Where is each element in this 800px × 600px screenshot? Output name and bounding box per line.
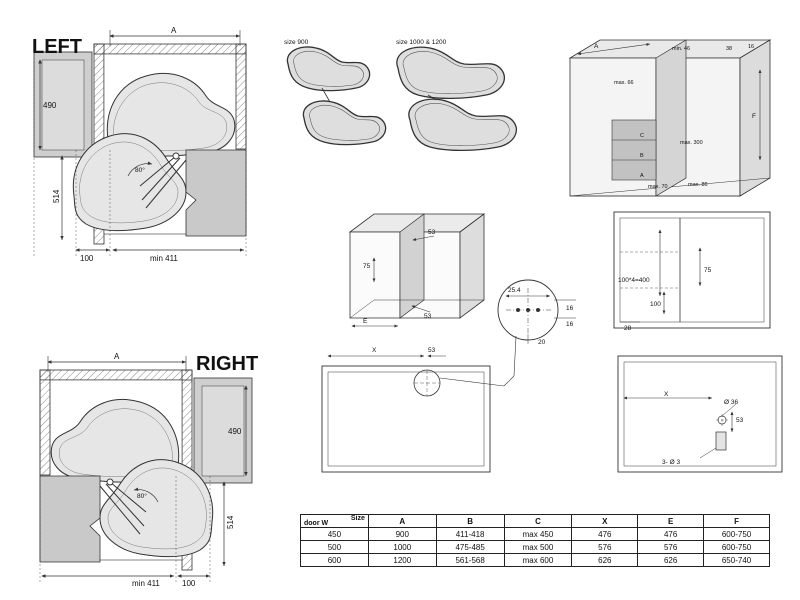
table-cell-F-450: 600-750 (704, 528, 770, 541)
tray-view (284, 39, 516, 150)
table-header-row (301, 515, 770, 528)
table-cell-C-600: max 600 (504, 554, 572, 567)
table-header-C: C (504, 515, 572, 528)
iso-part-A: A (640, 173, 644, 179)
hole-dim-53: 53 (736, 417, 744, 424)
left-angle-label: 80° (135, 167, 145, 174)
right-dim-min411: min 411 (132, 579, 160, 588)
size-table (300, 514, 770, 567)
table-row (301, 554, 770, 567)
table-cell-E-500: 576 (638, 541, 704, 554)
box-dim-53-bottom: 53 (424, 313, 432, 320)
table-cell-door-450: 450 (301, 528, 369, 541)
table-cell-B-500: 475-485 (436, 541, 504, 554)
iso-dim-max66: max. 66 (614, 80, 634, 86)
table-cell-B-450: 411-418 (436, 528, 504, 541)
table-header-A: A (368, 515, 436, 528)
table-cell-C-450: max 450 (504, 528, 572, 541)
iso-dim-38: 38 (726, 46, 733, 52)
left-dim-490: 490 (43, 101, 57, 110)
table-cell-B-600: 561-568 (436, 554, 504, 567)
right-dim-490: 490 (228, 427, 242, 436)
iso-dim-min46: min. 46 (672, 46, 691, 52)
table-cell-X-600: 626 (572, 554, 638, 567)
table-cell-F-500: 600-750 (704, 541, 770, 554)
panel-dim-28: 28 (624, 325, 632, 332)
iso-dim-A: A (594, 43, 599, 50)
right-dim-A: A (114, 352, 120, 361)
box-dim-53-top: 53 (428, 229, 436, 236)
table-header-E: E (638, 515, 704, 528)
panel-dim-100x4: 100*4=400 (618, 277, 650, 284)
table-header-B: B (436, 515, 504, 528)
right-view (40, 352, 252, 588)
table-cell-door-600: 600 (301, 554, 369, 567)
table-cell-X-450: 476 (572, 528, 638, 541)
table-cell-X-500: 576 (572, 541, 638, 554)
table-header-F: F (704, 515, 770, 528)
table-corner-cell (301, 515, 369, 528)
table-corner-size-label: Size (350, 515, 365, 522)
panel-view (614, 212, 770, 332)
iso-dim-F: F (752, 113, 756, 120)
detail-dim-16-top: 16 (566, 305, 574, 312)
table-row (301, 541, 770, 554)
table-cell-E-450: 476 (638, 528, 704, 541)
detail-dim-X: X (372, 347, 377, 354)
right-dim-100: 100 (182, 579, 196, 588)
left-view (34, 26, 246, 263)
hole-dim-d36: Ø 36 (724, 399, 739, 406)
table-corner-door-label: door W (304, 520, 329, 527)
hole-dim-3xd3: 3- Ø 3 (662, 459, 681, 466)
left-dim-min411: min 411 (150, 254, 178, 263)
tray-label-900: size 900 (284, 39, 309, 46)
table-cell-C-500: max 500 (504, 541, 572, 554)
left-dim-100: 100 (80, 254, 94, 263)
table-cell-E-600: 626 (638, 554, 704, 567)
box-dim-75: 75 (363, 263, 371, 270)
table-cell-A-450: 900 (368, 528, 436, 541)
hole-view (618, 356, 782, 472)
detail-dim-16-bottom: 16 (566, 321, 574, 328)
iso-dim-max70: max. 70 (648, 184, 668, 190)
right-dim-514: 514 (226, 515, 235, 529)
iso-dim-max86: max. 86 (688, 182, 708, 188)
table-cell-door-500: 500 (301, 541, 369, 554)
table-row (301, 528, 770, 541)
iso-part-B: B (640, 153, 644, 159)
right-title: RIGHT (196, 353, 259, 375)
panel-dim-75: 75 (704, 267, 712, 274)
left-title: LEFT (32, 36, 82, 58)
iso-part-C: C (640, 133, 644, 139)
tray-label-1000-1200: size 1000 & 1200 (396, 39, 447, 46)
detail-dim-20: 20 (538, 339, 546, 346)
right-angle-label: 80° (137, 493, 147, 500)
box-dim-E: E (363, 318, 368, 325)
hole-dim-X: X (664, 391, 669, 398)
left-dim-514: 514 (52, 189, 61, 203)
table-cell-A-600: 1200 (368, 554, 436, 567)
iso-dim-max300: max. 300 (680, 140, 703, 146)
detail-dim-25-4: 25.4 (508, 287, 521, 294)
table-cell-F-600: 650-740 (704, 554, 770, 567)
panel-dim-100: 100 (650, 301, 661, 308)
table-cell-A-500: 1000 (368, 541, 436, 554)
iso-view (570, 40, 770, 196)
iso-dim-16: 16 (748, 44, 755, 50)
table-header-X: X (572, 515, 638, 528)
box-view (350, 214, 484, 326)
left-dim-A: A (171, 26, 177, 35)
detail-dim-53: 53 (428, 347, 436, 354)
